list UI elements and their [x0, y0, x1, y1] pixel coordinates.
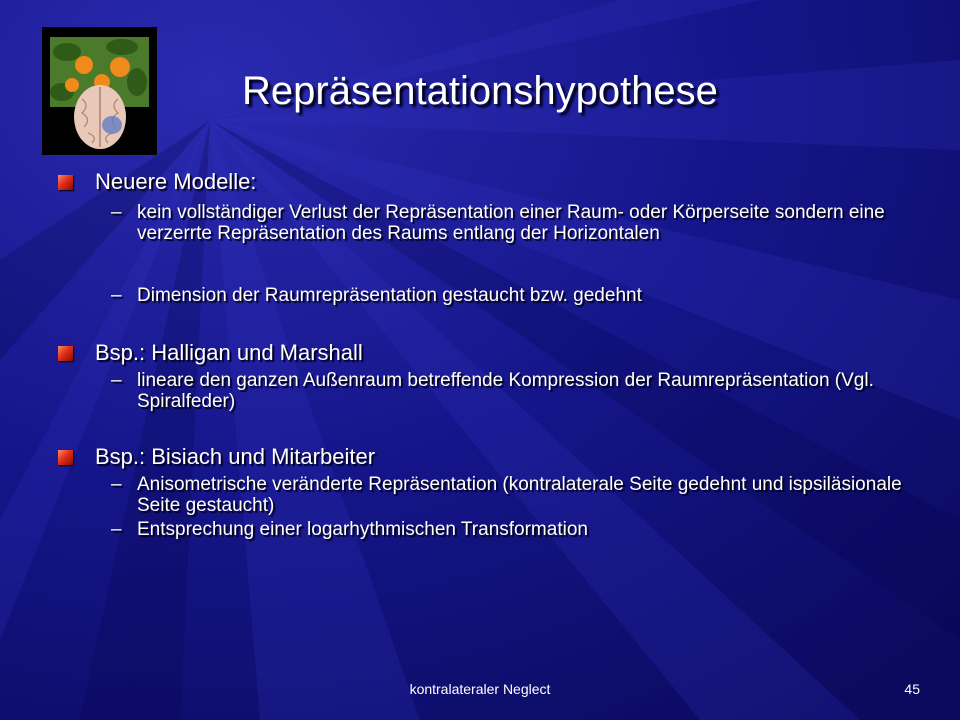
- page-number: 45: [904, 681, 920, 697]
- dash-marker: –: [111, 202, 122, 223]
- list-item-text: Anisometrische veränderte Repräsentation (kontralaterale Seite gedehnt und ispsiläsionale Seite gestaucht): [137, 474, 902, 516]
- footer-text: kontralateraler Neglect: [409, 681, 551, 697]
- dash-marker: –: [111, 370, 122, 391]
- list-item: [58, 370, 918, 412]
- list-item: [58, 202, 918, 244]
- slide-content: [58, 168, 918, 540]
- list-item-text: Dimension der Raumrepräsentation gestaucht bzw. gedehnt: [137, 285, 642, 306]
- section-heading-text: Bsp.: Bisiach und Mitarbeiter: [95, 444, 376, 469]
- dash-marker: –: [111, 519, 122, 540]
- red-square-bullet-icon: [58, 450, 73, 465]
- list-item: [58, 474, 918, 516]
- slide-title: [0, 66, 960, 116]
- red-square-bullet-icon: [58, 175, 73, 190]
- list-item-text: Entsprechung einer logarhythmischen Transformation: [137, 519, 588, 540]
- red-square-bullet-icon: [58, 346, 73, 361]
- section-heading-text: Bsp.: Halligan und Marshall: [95, 340, 363, 365]
- list-item-text: kein vollständiger Verlust der Repräsentation einer Raum- oder Körperseite sondern eine verzerrte Repräsentation des Raums entlang der Horizontalen: [137, 202, 885, 244]
- dash-marker: –: [111, 474, 122, 495]
- section-heading-text: Neuere Modelle:: [95, 169, 257, 194]
- section-heading: [58, 443, 918, 471]
- dash-marker: –: [111, 285, 122, 306]
- list-item: [58, 519, 918, 540]
- list-item: [58, 285, 918, 306]
- section-heading: [58, 339, 918, 367]
- section-heading: [58, 168, 918, 196]
- list-item-text: lineare den ganzen Außenraum betreffende Kompression der Raumrepräsentation (Vgl. Spiralfeder): [137, 370, 874, 412]
- slide-title-text: Repräsentationshypothese: [242, 69, 718, 113]
